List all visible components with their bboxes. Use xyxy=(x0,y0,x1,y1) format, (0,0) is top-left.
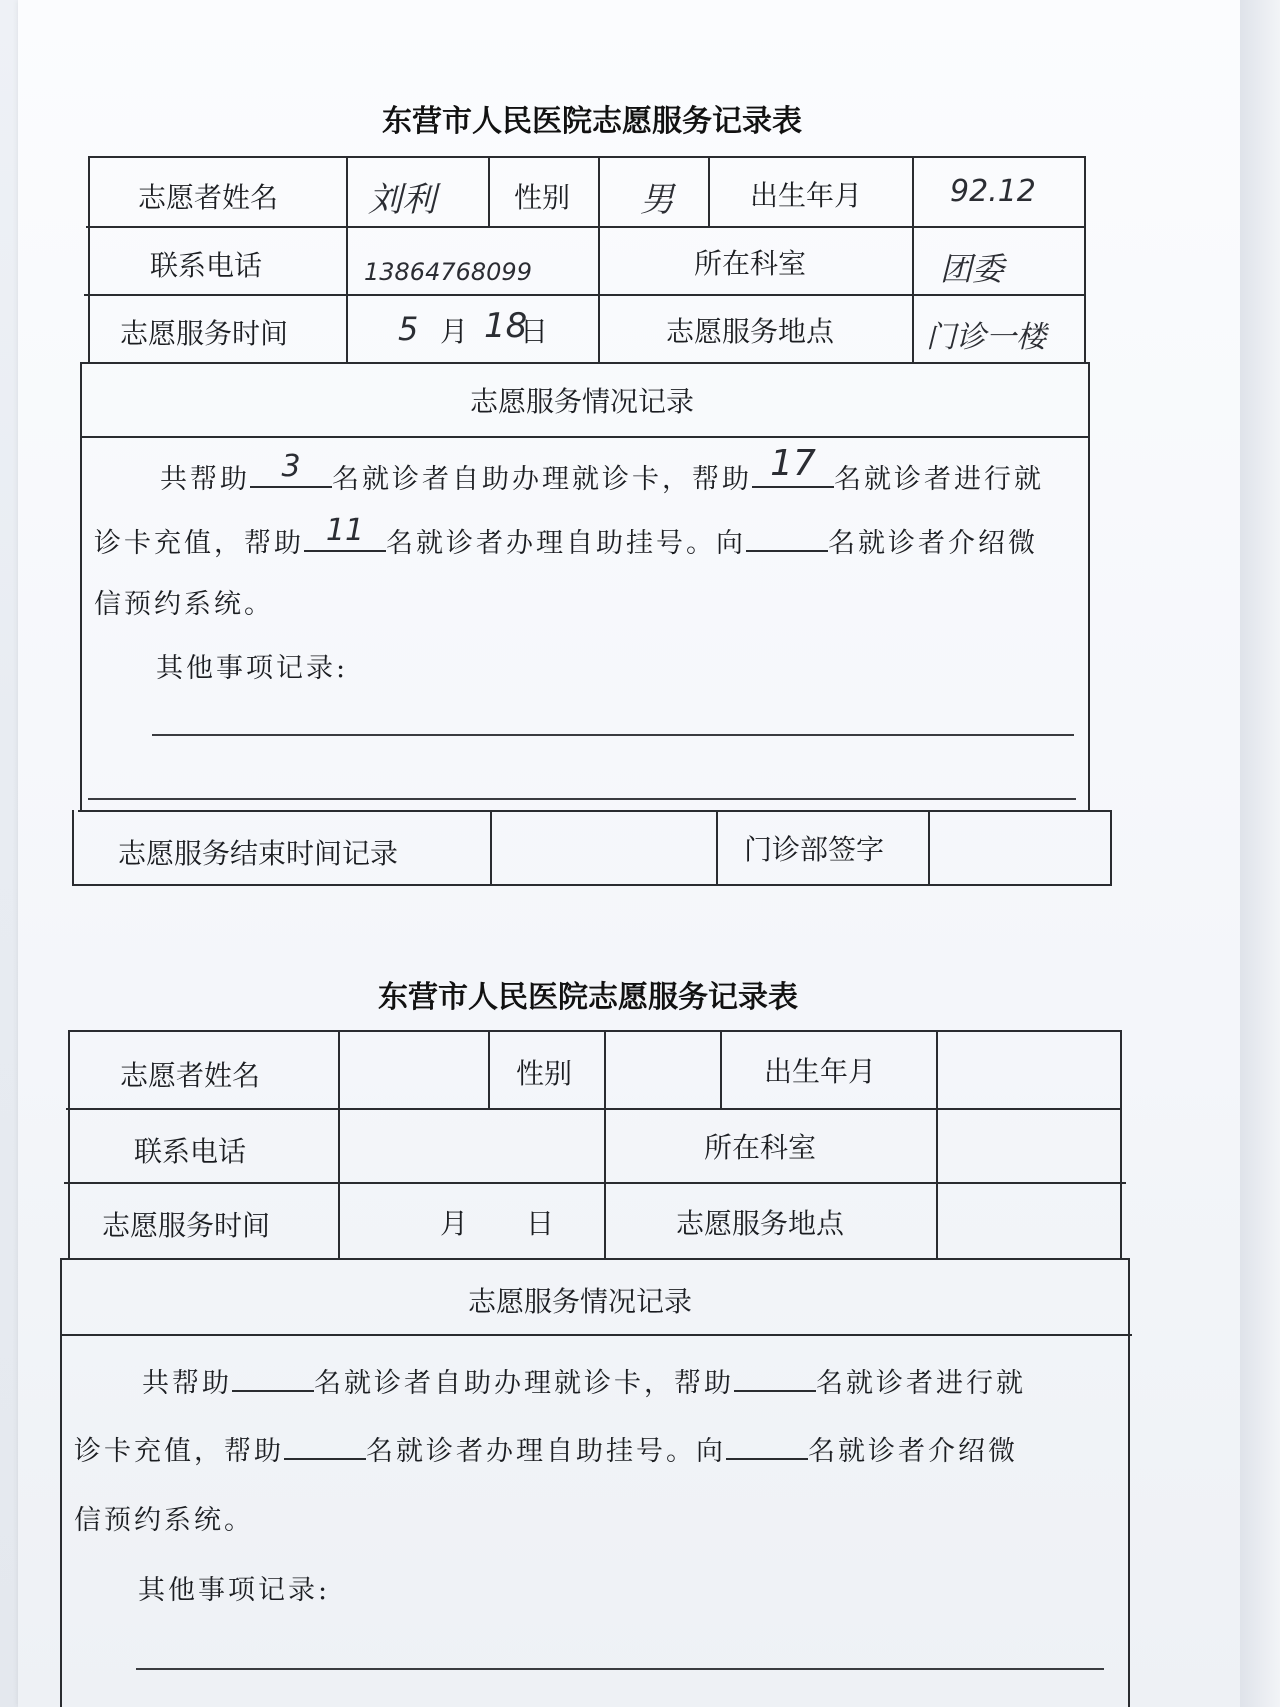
label-gender: 性别 xyxy=(516,1057,573,1090)
value-name: 刘利 xyxy=(368,180,436,220)
label-name: 志愿者姓名 xyxy=(120,1059,261,1092)
value-birth: 92.12 xyxy=(950,174,1036,209)
label-phone: 联系电话 xyxy=(134,1135,247,1168)
value-gender: 男 xyxy=(640,180,674,220)
label-clinic-sign: 门诊部签字 xyxy=(744,833,885,866)
form-title: 东营市人民医院志愿服务记录表 xyxy=(378,980,798,1015)
month-char: 月 xyxy=(440,315,469,348)
value-service-month: 5 xyxy=(398,310,419,348)
value-service-day: 18 xyxy=(484,306,528,346)
label-birth: 出生年月 xyxy=(750,179,863,212)
value-help-recharge: 17 xyxy=(770,443,816,484)
other-records-label: 其他事项记录: xyxy=(156,653,349,684)
value-phone: 13864768099 xyxy=(364,258,532,286)
other-records-line-1 xyxy=(136,1668,1104,1670)
record-header: 志愿服务情况记录 xyxy=(470,385,695,418)
label-service-place: 志愿服务地点 xyxy=(676,1207,845,1240)
sentence-line-1: 共帮助 名就诊者自助办理就诊卡，帮助 名就诊者进行就 xyxy=(142,1360,1026,1400)
value-help-register: 11 xyxy=(325,513,365,548)
form-title: 东营市人民医院志愿服务记录表 xyxy=(382,104,802,139)
label-end-time: 志愿服务结束时间记录 xyxy=(118,837,399,870)
label-phone: 联系电话 xyxy=(150,249,263,282)
paper-edge xyxy=(1240,0,1280,1707)
sentence-line-2: 诊卡充值，帮助 名就诊者办理自助挂号。向 名就诊者介绍微 xyxy=(74,1428,1018,1468)
other-records-line-2 xyxy=(88,798,1076,800)
record-header: 志愿服务情况记录 xyxy=(468,1285,693,1318)
sentence-line-1: 共帮助 3 名就诊者自助办理就诊卡，帮助 17 名就诊者进行就 xyxy=(160,443,1044,495)
label-service-place: 志愿服务地点 xyxy=(666,315,835,348)
label-service-time: 志愿服务时间 xyxy=(120,317,289,350)
value-service-place: 门诊一楼 xyxy=(926,320,1046,355)
other-records-line-1 xyxy=(152,734,1074,736)
label-birth: 出生年月 xyxy=(764,1055,877,1088)
label-name: 志愿者姓名 xyxy=(138,181,279,214)
sentence-line-2: 诊卡充值，帮助 11 名就诊者办理自助挂号。向 名就诊者介绍微 xyxy=(94,513,1038,559)
month-char: 月 xyxy=(440,1207,469,1240)
day-char: 日 xyxy=(526,1207,555,1240)
label-gender: 性别 xyxy=(514,181,571,214)
day-char: 日 xyxy=(520,315,549,348)
value-help-card: 3 xyxy=(281,449,301,484)
label-service-time: 志愿服务时间 xyxy=(102,1209,271,1242)
sentence-line-3: 信预约系统。 xyxy=(94,589,274,620)
value-department: 团委 xyxy=(940,250,1005,288)
other-records-label: 其他事项记录: xyxy=(138,1575,331,1606)
label-department: 所在科室 xyxy=(694,247,807,280)
sentence-line-3: 信预约系统。 xyxy=(74,1505,254,1536)
label-department: 所在科室 xyxy=(704,1131,817,1164)
